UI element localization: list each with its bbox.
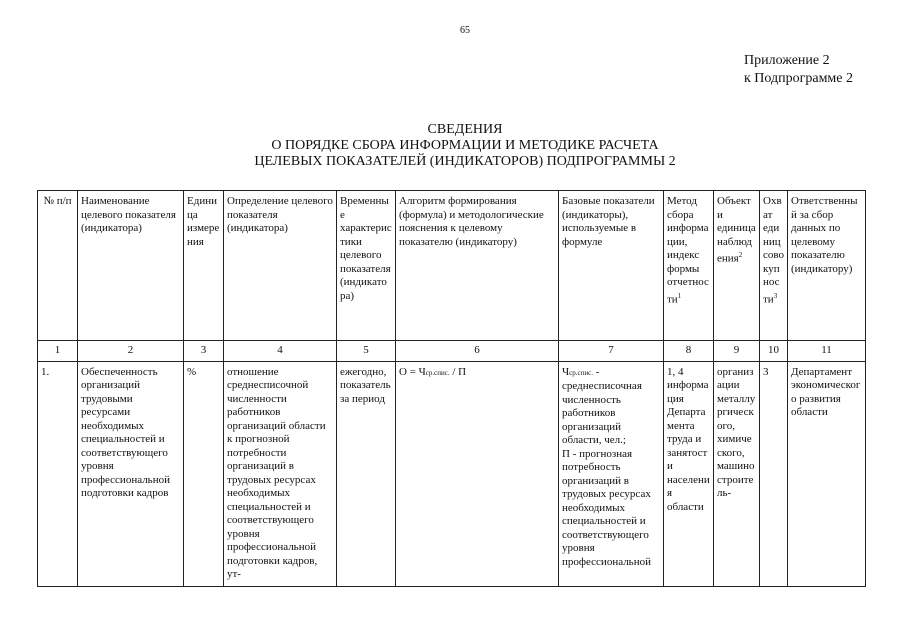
responsible-department: Департамент экономического развития области — [788, 361, 866, 586]
title-line-2: О ПОРЯДКЕ СБОРА ИНФОРМАЦИИ И МЕТОДИКЕ РАСЧЕТА — [271, 138, 659, 153]
column-number: 7 — [559, 341, 664, 362]
formula-subscript: ср.спис. — [425, 368, 450, 377]
appendix-line-2: к Подпрограмме 2 — [743, 71, 853, 86]
appendix-label — [744, 52, 853, 88]
base-indicators — [559, 361, 664, 586]
header-cell-method — [664, 191, 714, 341]
title-line-3: ЦЕЛЕВЫХ ПОКАЗАТЕЛЕЙ (ИНДИКАТОРОВ) ПОДПРОГРАММЫ 2 — [254, 154, 676, 169]
header-method-text: Метод сбора информации, индекс формы отчетности — [667, 195, 709, 306]
header-cell-num: № п/п — [38, 191, 78, 341]
title-line-1: СВЕДЕНИЯ — [427, 122, 503, 137]
header-cell-coverage — [760, 191, 788, 341]
coverage: 3 — [760, 361, 788, 586]
indicator-definition: отношение среднесписочной численности работников организаций области к прогнозной потребности организаций в трудовых ресурсах необходимых специальностей и соответствующего уровня профессиональной подготовки кадров, ут- — [224, 361, 337, 586]
header-cell-time: Временные характеристики целевого показателя (индикатора) — [337, 191, 396, 341]
header-cell-name: Наименование целевого показателя (индикатора) — [78, 191, 184, 341]
formula-right: / П — [449, 365, 467, 378]
column-number: 11 — [788, 341, 866, 362]
base-text-2: П - прогнозная потребность организаций в трудовых ресурсах необходимых специальностей и соответствующего уровня профессиональной — [562, 447, 651, 568]
header-cell-definition: Определение целевого показателя (индикатора) — [224, 191, 337, 341]
header-cell-formula: Алгоритм формирования (формула) и методологические пояснения к целевому показателю (индикатору) — [396, 191, 559, 341]
document-title — [150, 122, 780, 170]
header-cell-base: Базовые показатели (индикаторы), используемые в формуле — [559, 191, 664, 341]
column-number-row — [38, 341, 866, 362]
observation-object: организации металлургического, химического, машиностроитель- — [714, 361, 760, 586]
base-symbol: Ч — [562, 365, 570, 378]
base-subscript: ср.спис. — [569, 368, 593, 377]
header-coverage-text: Охват единиц совокупности — [763, 195, 785, 306]
header-cell-object — [714, 191, 760, 341]
table-header-row — [38, 191, 866, 341]
table-row — [38, 361, 866, 586]
footnote-mark-1: 1 — [677, 291, 682, 300]
column-number: 5 — [337, 341, 396, 362]
calculation-formula — [396, 361, 559, 586]
header-cell-unit: Единица измерения — [184, 191, 224, 341]
indicator-unit: % — [184, 361, 224, 586]
header-cell-responsible: Ответственный за сбор данных по целевому показателю (индикатору) — [788, 191, 866, 341]
collection-method: 1, 4 информация Департамента труда и занятости населения области — [664, 361, 714, 586]
column-number: 10 — [760, 341, 788, 362]
footnote-mark-2: 2 — [738, 251, 743, 259]
column-number: 4 — [224, 341, 337, 362]
column-number: 3 — [184, 341, 224, 362]
footnote-mark-3: 3 — [773, 291, 778, 300]
formula-left: О = Ч — [399, 365, 426, 378]
base-text-1: - среднесписочная численность работников организаций области, чел.; — [562, 365, 642, 446]
indicators-table — [37, 190, 866, 587]
column-number: 8 — [664, 341, 714, 362]
appendix-line-1: Приложение 2 — [743, 53, 830, 68]
page-number: 65 — [460, 25, 470, 36]
column-number: 1 — [38, 341, 78, 362]
column-number: 6 — [396, 341, 559, 362]
column-number: 9 — [714, 341, 760, 362]
header-object-text: Объект и единица наблюдения — [717, 195, 756, 265]
column-number: 2 — [78, 341, 184, 362]
time-characteristics: ежегодно, показатель за период — [337, 361, 396, 586]
indicator-name: Обеспеченность организаций трудовыми ресурсами необходимых специальностей и соответствующего уровня профессиональной подготовки кадров — [78, 361, 184, 586]
row-number: 1. — [38, 361, 78, 586]
